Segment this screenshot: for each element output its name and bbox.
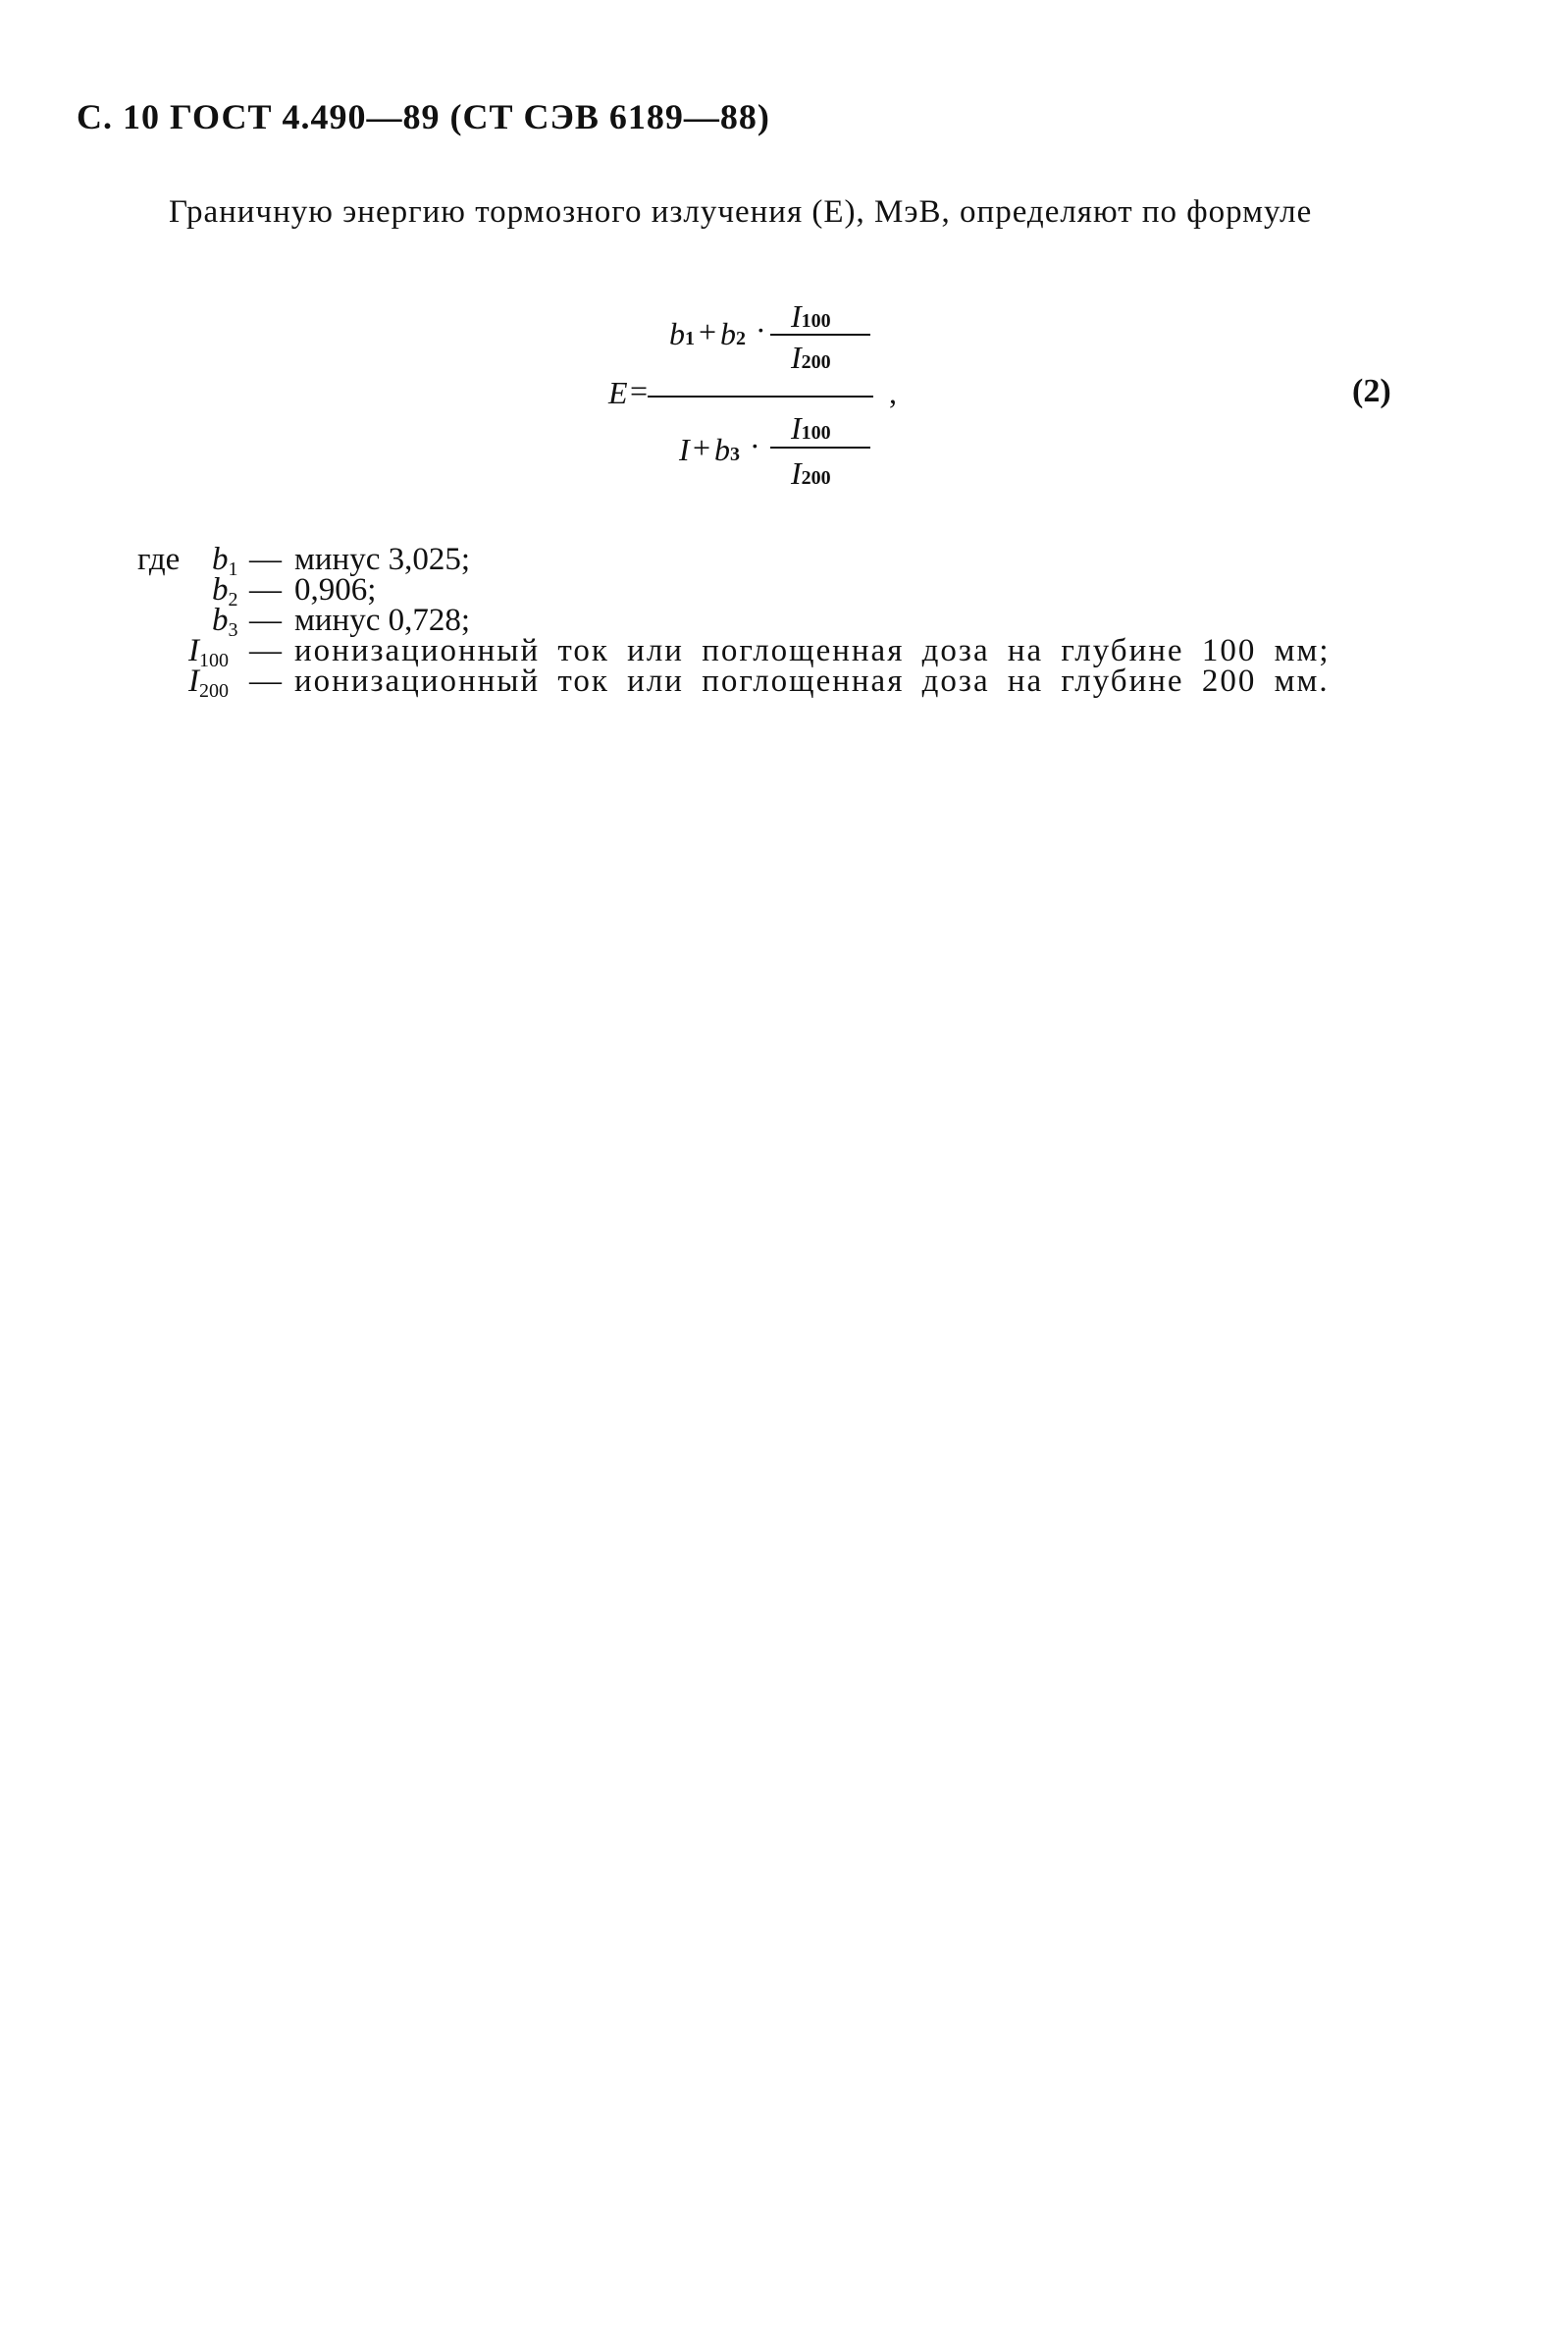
where-desc: минус 3,025; <box>294 542 471 577</box>
where-desc: минус 0,728; <box>294 603 471 638</box>
formula-dot-1: · <box>756 312 766 347</box>
formula-plus-2: + <box>693 430 711 465</box>
formula-plus-1: + <box>699 314 717 349</box>
where-desc: ионизационный ток или поглощенная доза на глубине 100 мм; <box>294 633 1331 668</box>
where-symbol: b3 <box>212 603 238 641</box>
where-desc: 0,906; <box>294 572 377 608</box>
formula-num-I200: I200 <box>791 340 831 375</box>
intro-paragraph: Граничную энергию тормозного излучения (E), МэВ, определяют по формуле <box>169 194 1313 230</box>
formula-den-I200: I200 <box>791 455 831 491</box>
formula-b3: b3 <box>714 432 740 467</box>
formula-den-I100: I100 <box>791 410 831 446</box>
where-symbol: b1 <box>212 542 238 580</box>
page-header: С. 10 ГОСТ 4.490—89 (СТ СЭВ 6189—88) <box>77 97 770 136</box>
where-desc: ионизационный ток или поглощенная доза на глубине 200 мм. <box>294 664 1330 699</box>
formula-dot-2: · <box>750 428 760 463</box>
formula-inner-fraction-line-1 <box>770 334 870 336</box>
where-dash: — <box>249 633 282 668</box>
where-symbol: I100 <box>188 633 229 671</box>
formula-equals: = <box>630 373 649 408</box>
where-dash: — <box>249 603 282 638</box>
equation-number: (2) <box>1352 373 1391 409</box>
where-word: где <box>137 542 181 577</box>
where-dash: — <box>249 572 282 608</box>
formula <box>608 294 903 520</box>
formula-inner-fraction-line-2 <box>770 447 870 449</box>
where-symbol: b2 <box>212 572 238 611</box>
where-dash: — <box>249 542 282 577</box>
formula-num-I100: I100 <box>791 298 831 334</box>
where-dash: — <box>249 664 282 699</box>
formula-comma: , <box>889 375 897 410</box>
formula-b1: b1 <box>669 316 695 351</box>
formula-den-I: I <box>679 432 690 467</box>
where-symbol: I200 <box>188 664 229 702</box>
formula-b2: b2 <box>720 316 746 351</box>
formula-lhs-E: E <box>608 375 628 410</box>
formula-main-fraction-line <box>648 396 873 398</box>
